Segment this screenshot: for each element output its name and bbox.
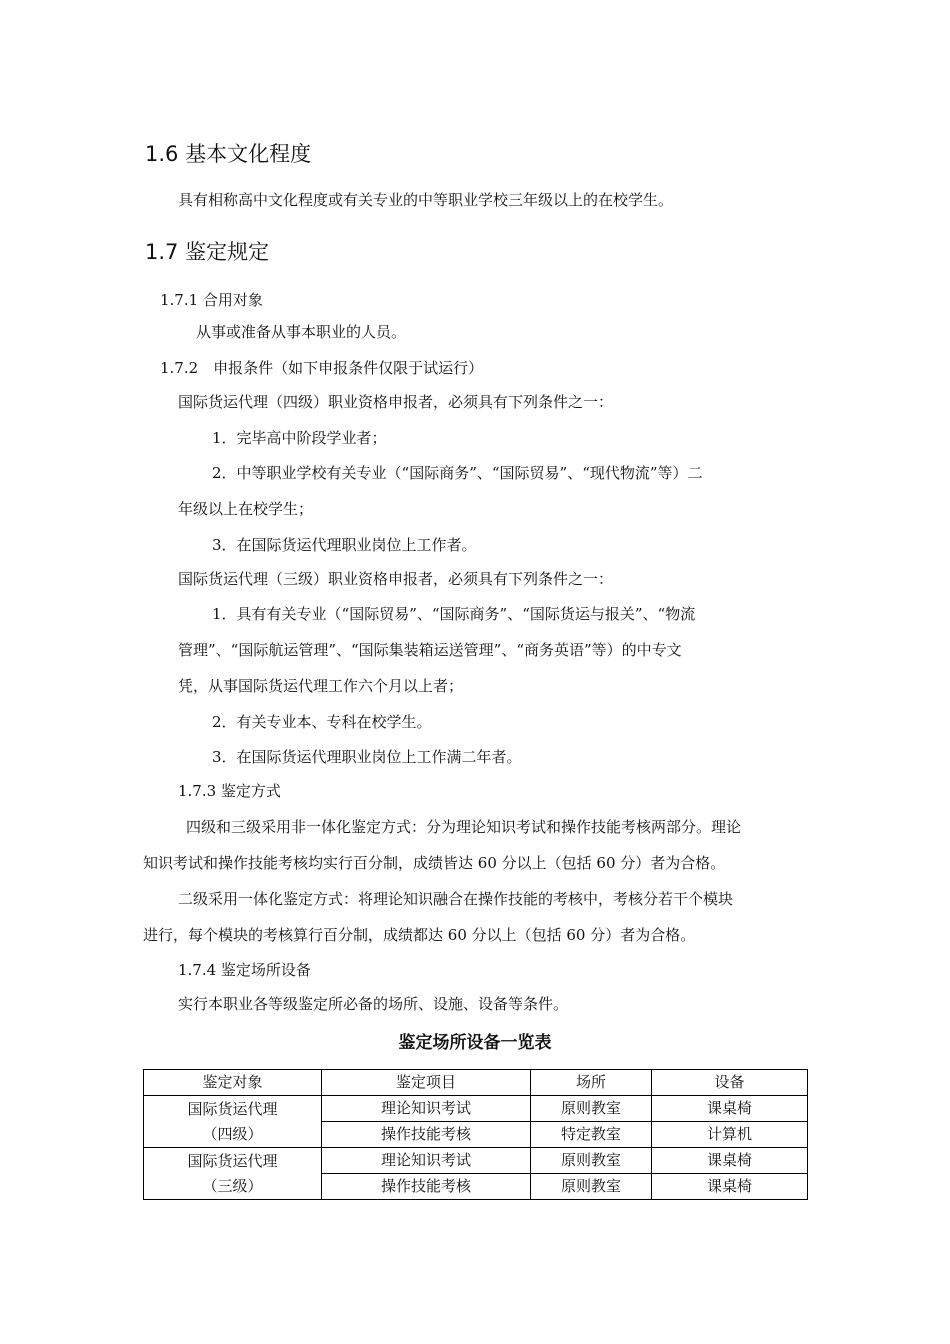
- heading-1-6: 1.6 基本文化程度: [145, 142, 312, 166]
- subheading-1-7-4: 1.7.4 鉴定场所设备: [178, 961, 311, 979]
- header-item: 鉴定项目: [322, 1070, 531, 1096]
- object-name: 国际货运代理: [187, 1151, 278, 1170]
- paragraph-education: 具有相称高中文化程度或有关专业的中等职业学校三年级以上的在校学生。: [178, 191, 674, 209]
- object-level: （三级）: [202, 1176, 263, 1195]
- method-para2-line2: 进行，每个模块的考核算行百分制，成绩都达 60 分以上（包括 60 分）者为合格。: [143, 926, 696, 944]
- table-cell: 课桌椅: [652, 1174, 808, 1200]
- table-header-row: [144, 1070, 808, 1096]
- paragraph-venue: 实行本职业各等级鉴定所必备的场所、设施、设备等条件。: [178, 995, 569, 1013]
- level3-item-1-cont-a: 管理”、“国际航运管理”、“国际集装箱运送管理”、“商务英语”等）的中专文: [178, 641, 682, 659]
- level4-item-2: 2．中等职业学校有关专业（“国际商务”、“国际贸易”、“现代物流”等）二: [212, 464, 703, 482]
- level4-intro: 国际货运代理（四级）职业资格申报者，必须具有下列条件之一：: [178, 393, 614, 411]
- object-name: 国际货运代理: [187, 1099, 278, 1118]
- object-cell-level3: [144, 1148, 322, 1200]
- method-para2-line1: 二级采用一体化鉴定方式：将理论知识融合在操作技能的考核中，考核分若干个模块: [178, 890, 734, 908]
- level4-item-2-cont: 年级以上在校学生；: [178, 500, 314, 518]
- table-row: [144, 1148, 808, 1174]
- object-cell-level4: [144, 1096, 322, 1148]
- table-cell: 原则教室: [531, 1148, 652, 1174]
- paragraph-target: 从事或准备从事本职业的人员。: [196, 323, 407, 341]
- heading-1-7: 1.7 鉴定规定: [145, 240, 270, 264]
- level3-item-3: 3．在国际货运代理职业岗位上工作满二年者。: [212, 748, 522, 766]
- subheading-1-7-1: 1.7.1 合用对象: [160, 291, 263, 309]
- table-row: [144, 1096, 808, 1122]
- subheading-1-7-3: 1.7.3 鉴定方式: [178, 782, 281, 800]
- table-cell: 特定教室: [531, 1122, 652, 1148]
- object-level: （四级）: [202, 1124, 263, 1143]
- header-object: 鉴定对象: [144, 1070, 322, 1096]
- table-cell: 操作技能考核: [322, 1174, 531, 1200]
- level3-item-1: 1．具有有关专业（“国际贸易”、“国际商务”、“国际货运与报关”、“物流: [212, 605, 696, 623]
- level4-item-1: 1．完毕高中阶段学业者；: [212, 429, 387, 447]
- table-cell: 课桌椅: [652, 1148, 808, 1174]
- level3-item-2: 2．有关专业本、专科在校学生。: [212, 713, 432, 731]
- table-cell: 理论知识考试: [322, 1096, 531, 1122]
- header-equipment: 设备: [652, 1070, 808, 1096]
- table-cell: 操作技能考核: [322, 1122, 531, 1148]
- table-cell: 计算机: [652, 1122, 808, 1148]
- table-cell: 课桌椅: [652, 1096, 808, 1122]
- table-caption: 鉴定场所设备一览表: [398, 1033, 552, 1053]
- table-cell: 原则教室: [531, 1174, 652, 1200]
- level4-item-3: 3．在国际货运代理职业岗位上工作者。: [212, 536, 477, 554]
- header-venue: 场所: [531, 1070, 652, 1096]
- level3-item-1-cont-b: 凭，从事国际货运代理工作六个月以上者；: [178, 677, 464, 695]
- table-cell: 理论知识考试: [322, 1148, 531, 1174]
- table-cell: 原则教室: [531, 1096, 652, 1122]
- level3-intro: 国际货运代理（三级）职业资格申报者，必须具有下列条件之一：: [178, 570, 614, 588]
- method-para1-line2: 知识考试和操作技能考核均实行百分制，成绩皆达 60 分以上（包括 60 分）者为合格。: [143, 854, 726, 872]
- subheading-1-7-2: 1.7.2 申报条件（如下申报条件仅限于试运行）: [160, 359, 484, 377]
- method-para1-line1: 四级和三级采用非一体化鉴定方式：分为理论知识考试和操作技能考核两部分。理论: [186, 818, 742, 836]
- equipment-table: [143, 1069, 808, 1200]
